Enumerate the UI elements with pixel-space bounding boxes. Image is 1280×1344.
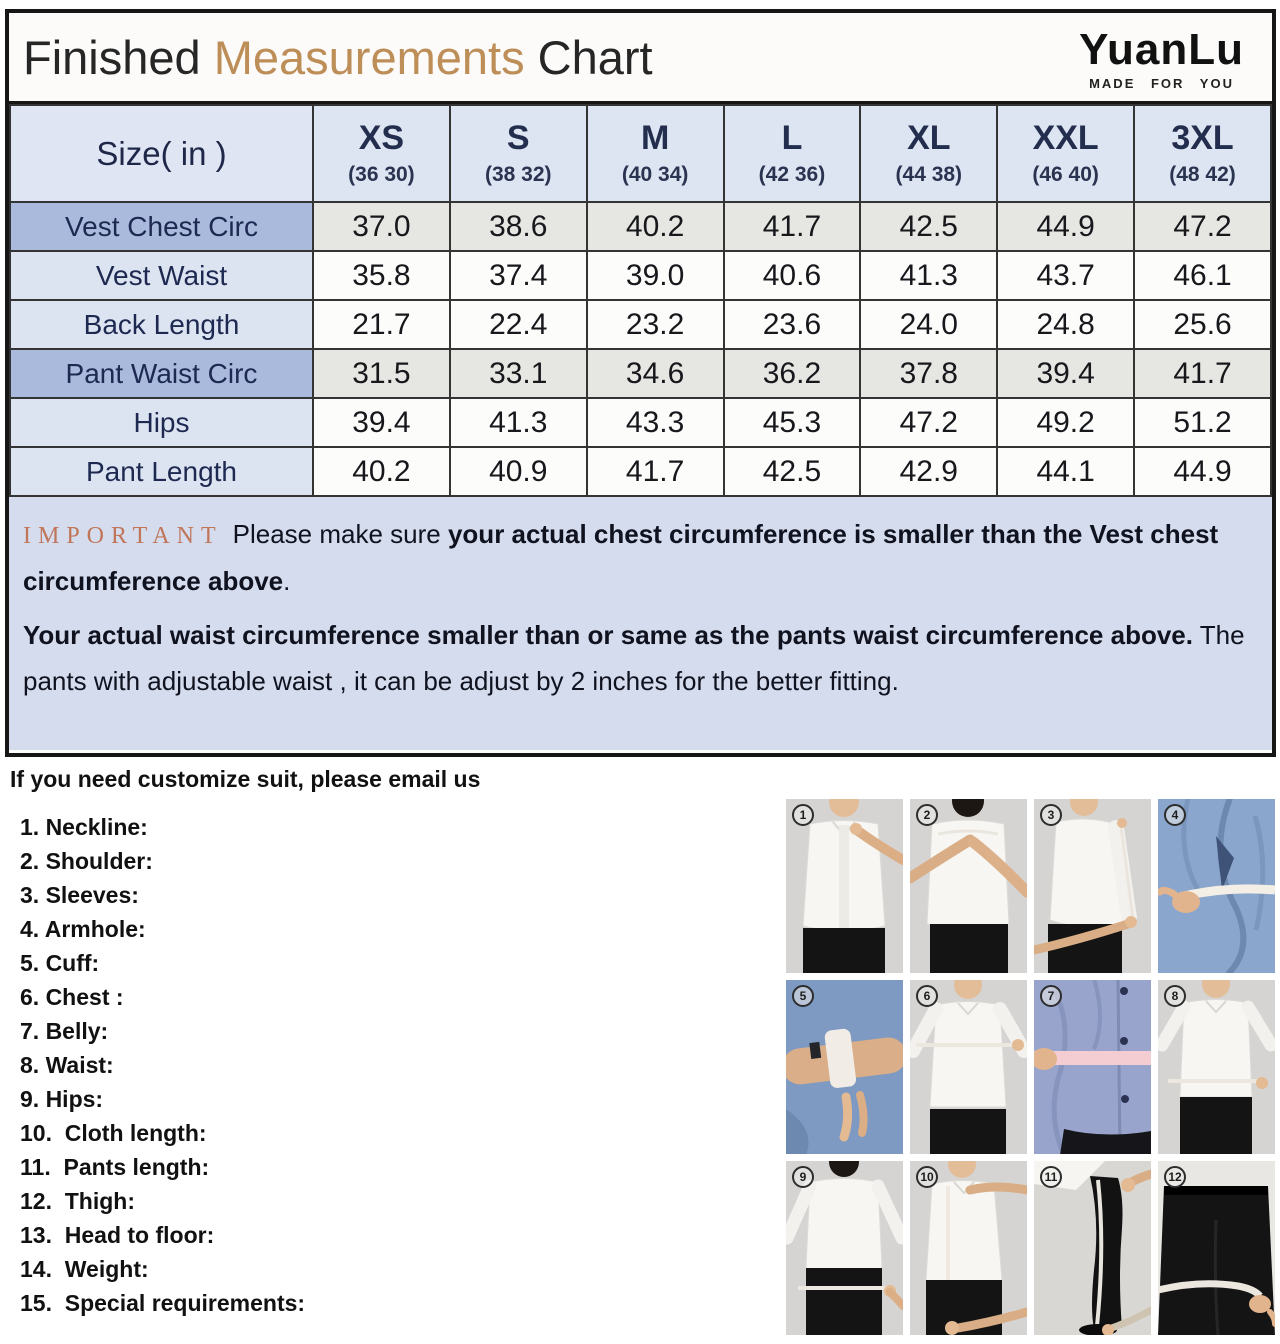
photo-chest — [910, 980, 1027, 1154]
measurement-cell: 45.3 — [724, 398, 861, 447]
customize-list — [20, 810, 305, 1320]
title-row — [9, 13, 1272, 104]
measurement-cell: 40.2 — [313, 447, 450, 496]
page-title — [23, 30, 653, 85]
note-p1-regular: Please make sure — [232, 519, 448, 549]
measurement-cell: 25.6 — [1134, 300, 1271, 349]
photo-number-badge: 9 — [792, 1166, 814, 1188]
customize-list-item: 7. Belly: — [20, 1018, 109, 1044]
measurement-cell: 37.4 — [450, 251, 587, 300]
measurement-cell: 44.9 — [997, 202, 1134, 251]
size-name: XL — [907, 118, 951, 157]
note-p1-bold: your actual chest circumference is smaller than the Vest chest circumference above — [23, 519, 1219, 596]
photo-number-badge: 11 — [1040, 1166, 1062, 1188]
measurement-row — [10, 300, 1271, 349]
measurement-cell: 35.8 — [313, 251, 450, 300]
size-subrange: (46 40) — [1032, 163, 1099, 187]
title-suffix: Chart — [524, 30, 653, 84]
measurement-cell: 43.7 — [997, 251, 1134, 300]
measurement-cell: 37.0 — [313, 202, 450, 251]
measurement-cell: 41.3 — [450, 398, 587, 447]
measurement-cell: 33.1 — [450, 349, 587, 398]
measurement-row — [10, 447, 1271, 496]
measurement-row — [10, 398, 1271, 447]
note-p2-regular: The pants with adjustable waist , it can be adjust by 2 inches for the better fitting. — [23, 619, 1245, 697]
measurement-cell: 22.4 — [450, 300, 587, 349]
size-subrange: (40 34) — [621, 163, 689, 187]
size-name: L — [781, 118, 803, 157]
measurement-cell: 43.3 — [587, 398, 724, 447]
size-column-header — [587, 105, 724, 202]
measurement-row-label: Back Length — [10, 300, 313, 349]
size-column-header — [1134, 105, 1271, 202]
measurement-cell: 47.2 — [860, 398, 997, 447]
photo-cloth-length — [910, 1161, 1027, 1335]
measurement-cell: 40.2 — [587, 202, 724, 251]
photo-hips — [786, 1161, 903, 1335]
note-p1-end: . — [283, 565, 291, 596]
customize-list-item: 2. Shoulder: — [20, 848, 153, 874]
size-column-header — [450, 105, 587, 202]
customize-list-item: 12. Thigh: — [20, 1188, 135, 1214]
measurement-row-label: Pant Waist Circ — [10, 349, 313, 398]
customize-heading: If you need customize suit, please email us — [10, 766, 481, 792]
brand-logo — [1079, 24, 1244, 91]
photo-belly — [1034, 980, 1151, 1154]
size-table-header-row — [10, 105, 1271, 202]
customize-list-item: 11. Pants length: — [20, 1154, 210, 1180]
measurement-cell: 41.7 — [587, 447, 724, 496]
measurements-panel — [5, 9, 1276, 757]
measurement-cell: 23.2 — [587, 300, 724, 349]
size-subrange: (44 38) — [895, 163, 963, 187]
photo-neckline — [786, 799, 903, 973]
important-label: IMPORTANT — [23, 523, 223, 549]
measurement-cell: 39.4 — [997, 349, 1134, 398]
photo-number-badge: 5 — [792, 985, 814, 1007]
size-unit-header: Size( in ) — [10, 105, 313, 202]
photo-pants-length — [1034, 1161, 1151, 1335]
measurement-cell: 44.1 — [997, 447, 1134, 496]
measurement-cell: 38.6 — [450, 202, 587, 251]
measurement-cell: 51.2 — [1134, 398, 1271, 447]
photo-number-badge: 2 — [916, 804, 938, 826]
size-table — [9, 104, 1272, 497]
measurement-cell: 23.6 — [724, 300, 861, 349]
customize-list-item: 3. Sleeves: — [20, 882, 139, 908]
size-subrange: (38 32) — [484, 163, 552, 187]
customize-list-item: 8. Waist: — [20, 1052, 114, 1078]
measurement-cell: 24.8 — [997, 300, 1134, 349]
measurement-row-label: Vest Chest Circ — [10, 202, 313, 251]
size-subrange: (42 36) — [758, 163, 826, 187]
size-column-header — [313, 105, 450, 202]
measurement-row-label: Pant Length — [10, 447, 313, 496]
size-name: S — [506, 118, 530, 157]
customize-list-item: 15. Special requirements: — [20, 1290, 306, 1316]
measurement-row — [10, 251, 1271, 300]
measurement-cell: 21.7 — [313, 300, 450, 349]
size-column-header — [997, 105, 1134, 202]
measurement-cell: 39.4 — [313, 398, 450, 447]
measurement-cell: 39.0 — [587, 251, 724, 300]
measurement-row-label: Hips — [10, 398, 313, 447]
photo-armhole — [1158, 799, 1275, 973]
size-table-body — [10, 202, 1271, 496]
size-name: XXL — [1032, 118, 1099, 157]
measurement-cell: 31.5 — [313, 349, 450, 398]
measurement-cell: 40.9 — [450, 447, 587, 496]
photo-number-badge: 10 — [916, 1166, 938, 1188]
title-prefix: Finished — [23, 30, 214, 84]
brand-tagline: MADE FOR YOU — [1089, 75, 1234, 91]
measurement-row — [10, 349, 1271, 398]
measurement-photo-grid — [786, 799, 1275, 1335]
size-name: M — [640, 118, 670, 157]
photo-number-badge: 7 — [1040, 985, 1062, 1007]
customize-list-item: 14. Weight: — [20, 1256, 149, 1282]
measurement-cell: 42.5 — [860, 202, 997, 251]
important-note — [9, 497, 1272, 750]
photo-shoulder — [910, 799, 1027, 973]
title-highlight: Measurements — [213, 30, 525, 84]
measurement-cell: 41.3 — [860, 251, 997, 300]
measurement-cell: 36.2 — [724, 349, 861, 398]
photo-number-badge: 3 — [1040, 804, 1062, 826]
customize-list-item: 5. Cuff: — [20, 950, 100, 976]
size-name: XS — [358, 118, 405, 157]
photo-waist — [1158, 980, 1275, 1154]
size-subrange: (36 30) — [348, 163, 415, 187]
customize-list-item: 9. Hips: — [20, 1086, 104, 1112]
photo-cuff — [786, 980, 903, 1154]
customize-list-item: 10. Cloth length: — [20, 1120, 207, 1146]
customize-list-item: 6. Chest : — [20, 984, 124, 1010]
measurement-cell: 40.6 — [724, 251, 861, 300]
measurement-cell: 24.0 — [860, 300, 997, 349]
measurement-cell: 47.2 — [1134, 202, 1271, 251]
size-name: 3XL — [1171, 118, 1234, 157]
size-column-header — [860, 105, 997, 202]
note-paragraph-1 — [23, 511, 1256, 604]
customize-list-item: 4. Armhole: — [20, 916, 146, 942]
measurement-cell: 41.7 — [724, 202, 861, 251]
measurement-row — [10, 202, 1271, 251]
size-column-header — [724, 105, 861, 202]
note-p2-bold: Your actual waist circumference smaller than or same as the pants waist circumference above. — [23, 619, 1193, 650]
measurement-cell: 46.1 — [1134, 251, 1271, 300]
measurement-cell: 34.6 — [587, 349, 724, 398]
measurement-cell: 49.2 — [997, 398, 1134, 447]
photo-number-badge: 12 — [1164, 1166, 1186, 1188]
photo-number-badge: 6 — [916, 985, 938, 1007]
measurement-cell: 37.8 — [860, 349, 997, 398]
brand-name: YuanLu — [1079, 24, 1244, 74]
photo-number-badge: 1 — [792, 804, 814, 826]
customize-list-item: 13. Head to floor: — [20, 1222, 215, 1248]
note-paragraph-2 — [23, 612, 1256, 705]
photo-thigh — [1158, 1161, 1275, 1335]
size-subrange: (48 42) — [1169, 163, 1236, 187]
measurement-cell: 42.5 — [724, 447, 861, 496]
photo-number-badge: 4 — [1164, 804, 1186, 826]
measurement-cell: 41.7 — [1134, 349, 1271, 398]
measurement-row-label: Vest Waist — [10, 251, 313, 300]
photo-sleeves — [1034, 799, 1151, 973]
measurement-cell: 44.9 — [1134, 447, 1271, 496]
photo-number-badge: 8 — [1164, 985, 1186, 1007]
measurement-cell: 42.9 — [860, 447, 997, 496]
customize-list-item: 1. Neckline: — [20, 814, 148, 840]
